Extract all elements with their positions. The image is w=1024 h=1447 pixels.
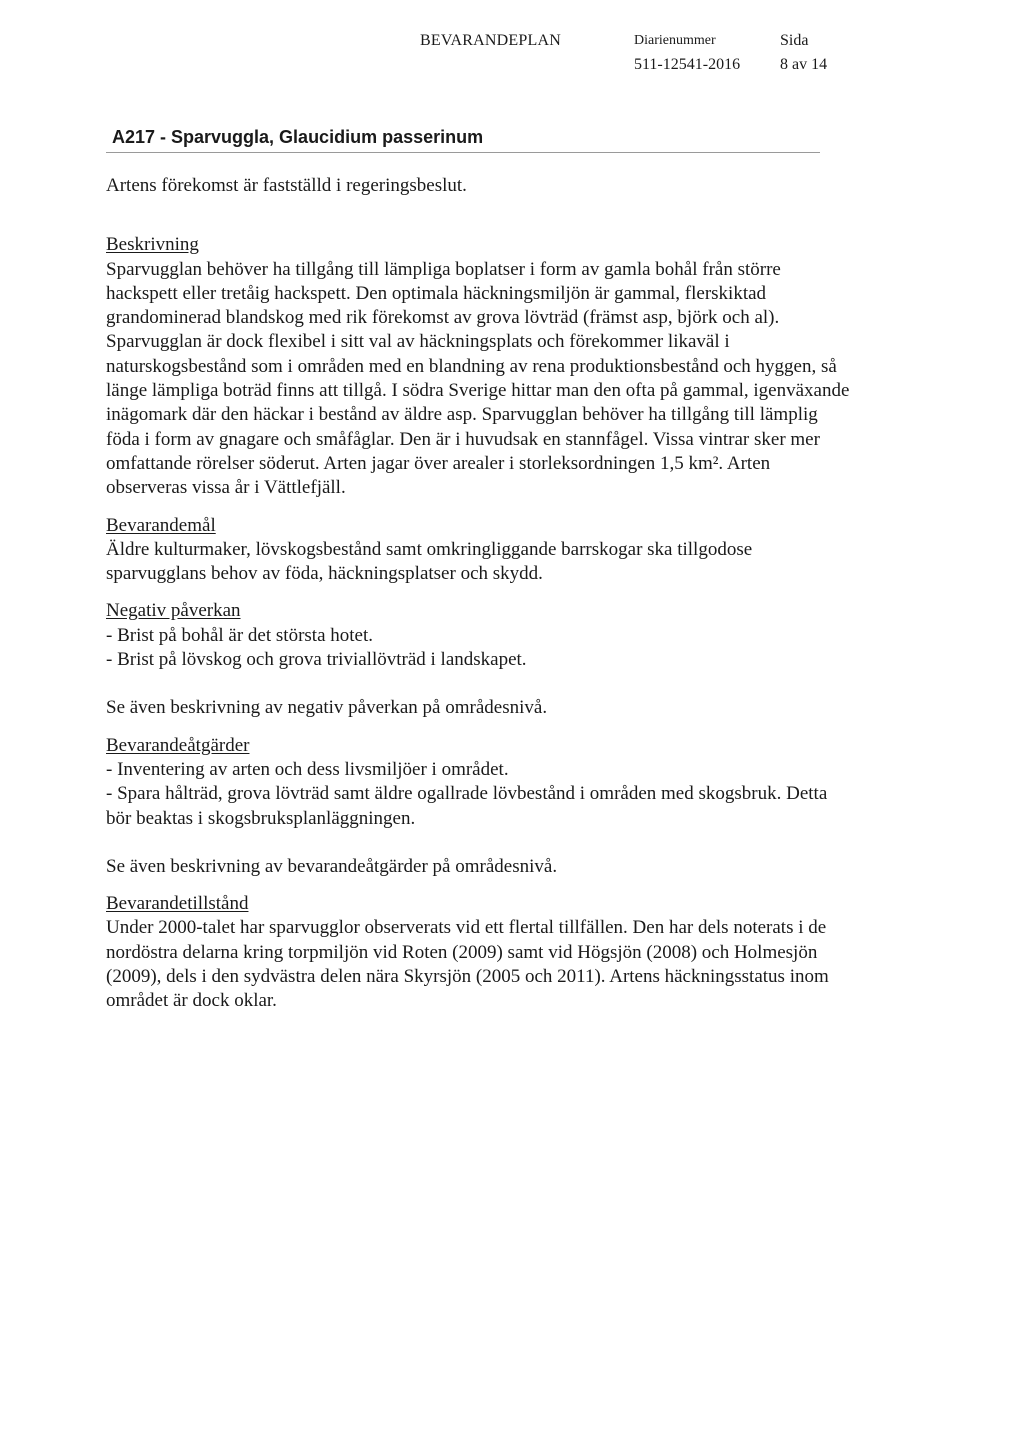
negativ-paverkan-item: - Brist på lövskog och grova triviallövträd i landskapet. <box>106 649 527 671</box>
bevarandemal-heading: Bevarandemål <box>106 514 216 536</box>
document-type: BEVARANDEPLAN <box>420 32 561 49</box>
page-number-block <box>780 32 827 75</box>
diarienummer-block <box>634 32 740 75</box>
bevarandeatgarder-item: - Inventering av arten och dess livsmiljöer i området. <box>106 758 509 780</box>
bevarandetillstand-text: Under 2000-talet har sparvugglor observerats vid ett flertal tillfällen. Den har dels noterats i de nordöstra delarna kring torpmiljön vid Roten (2009) samt vid Högsjön (2008) och Holmesjön (2009), dels i den sydvästra delen nära Skyrsjön (2005 och 2011). Artens häckningsstatus inom området är dock oklar. <box>106 917 829 1012</box>
diarienummer-value: 511-12541-2016 <box>634 56 741 73</box>
page-number-label: Sida <box>780 32 809 49</box>
bevarandeatgarder-see-also: Se även beskrivning av bevarandeåtgärder på områdesnivå. <box>106 855 558 877</box>
intro-text: Artens förekomst är fastställd i regeringsbeslut. <box>106 175 467 196</box>
diarienummer-label: Diarienummer <box>634 33 716 48</box>
bevarandetillstand-heading: Bevarandetillstånd <box>106 893 249 915</box>
bevarandeatgarder-heading: Bevarandeåtgärder <box>106 734 250 756</box>
negativ-paverkan-see-also: Se även beskrivning av negativ påverkan på områdesnivå. <box>106 697 548 719</box>
negativ-paverkan-item: - Brist på bohål är det största hotet. <box>106 624 373 646</box>
document-body <box>106 174 856 1014</box>
beskrivning-heading: Beskrivning <box>106 234 199 256</box>
bevarandeatgarder-item: - Spara hålträd, grova lövträd samt äldre ogallrade lövbestånd i områden med skogsbruk. Detta bör beaktas i skogsbruksplanläggningen. <box>106 783 828 829</box>
beskrivning-text: Sparvugglan behöver ha tillgång till lämpliga boplatser i form av gamla bohål från större hackspett eller tretåig hackspett. Den optimala häckningsmiljön är gammal, flerskiktad grandominerad blandskog med rik förekomst av grova lövträd (främst asp, björk och al). Sparvugglan är dock flexibel i sitt val av häckningsplats och förekommer likaväl i naturskogsbestånd som i områden med en blandning av rena produktionsbestånd och hyggen, så länge lämpliga boträd finns att tillgå. I södra Sverige hittar man den ofta på gammal, igenväxande inägomark där den häckar i bestånd av äldre asp. Sparvugglan behöver ha tillgång till lämplig föda i form av gnagare och småfåglar. Den är i huvudsak en stannfågel. Vissa vintrar sker mer omfattande rörelser söderut. Arten jagar över arealer i storleksordningen 1,5 km². Arten observeras vissa år i Vättlefjäll. <box>106 258 850 499</box>
page-header <box>0 30 1024 90</box>
bevarandemal-text: Äldre kulturmaker, lövskogsbestånd samt omkringliggande barrskogar ska tillgodose sparvugglans behov av föda, häckningsplatser och skydd. <box>106 538 753 585</box>
page-number-value: 8 av 14 <box>780 56 828 73</box>
species-heading: A217 - Sparvuggla, Glaucidium passerinum <box>106 124 820 153</box>
negativ-paverkan-heading: Negativ påverkan <box>106 600 241 622</box>
